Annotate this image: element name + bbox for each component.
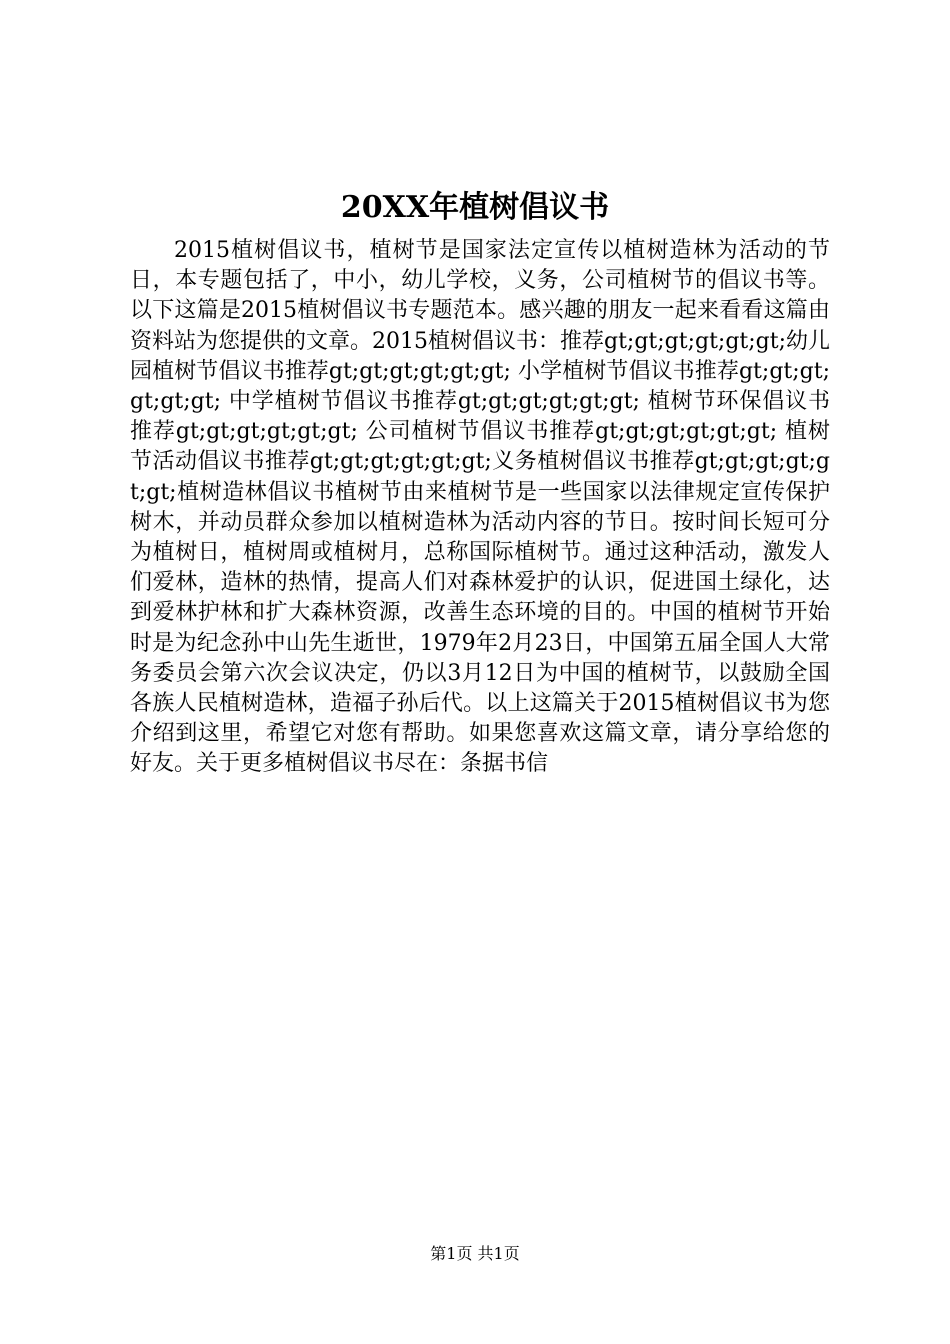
page-footer: 第1页 共1页 [430,1244,520,1263]
document-body-paragraph: 2015植树倡议书，植树节是国家法定宣传以植树造林为活动的节日，本专题包括了，中小，幼儿学校，义务，公司植树节的倡议书等。以下这篇是2015植树倡议书专题范本。感兴趣的朋友一起来看看这篇由资料站为您提供的文章。2015植树倡议书：推荐gt;gt;gt;gt;gt;gt;幼儿园植树节倡议书推荐gt;gt;gt;gt;gt;gt; 小学植树节倡议书推荐gt;gt;gt;gt;gt;gt; 中学植树节倡议书推荐gt;gt;gt;gt;gt;gt; 植树节环保倡议书推荐gt;gt;gt;gt;gt;gt; 公司植树节倡议书推荐gt;gt;gt;gt;gt;gt; 植树节活动倡议书推荐gt;gt;gt;gt;gt;gt;义务植树倡议书推荐gt;gt;gt;gt;gt;gt;植树造林倡议书植树节由来植树节是一些国家以法律规定宣传保护树木，并动员群众参加以植树造林为活动内容的节日。按时间长短可分为植树日，植树周或植树月，总称国际植树节。通过这种活动，激发人们爱林，造林的热情，提高人们对森林爱护的认识，促进国土绿化，达到爱林护林和扩大森林资源，改善生态环境的目的。中国的植树节开始时是为纪念孙中山先生逝世，1979年2月23日，中国第五届全国人大常务委员会第六次会议决定，仍以3月12日为中国的植树节，以鼓励全国各族人民植树造林，造福子孙后代。以上这篇关于2015植树倡议书为您介绍到这里，希望它对您有帮助。如果您喜欢这篇文章，请分享给您的好友。关于更多植树倡议书尽在：条据书信 [130,238,831,777]
document-title: 20XX年植树倡议书 [340,190,610,225]
